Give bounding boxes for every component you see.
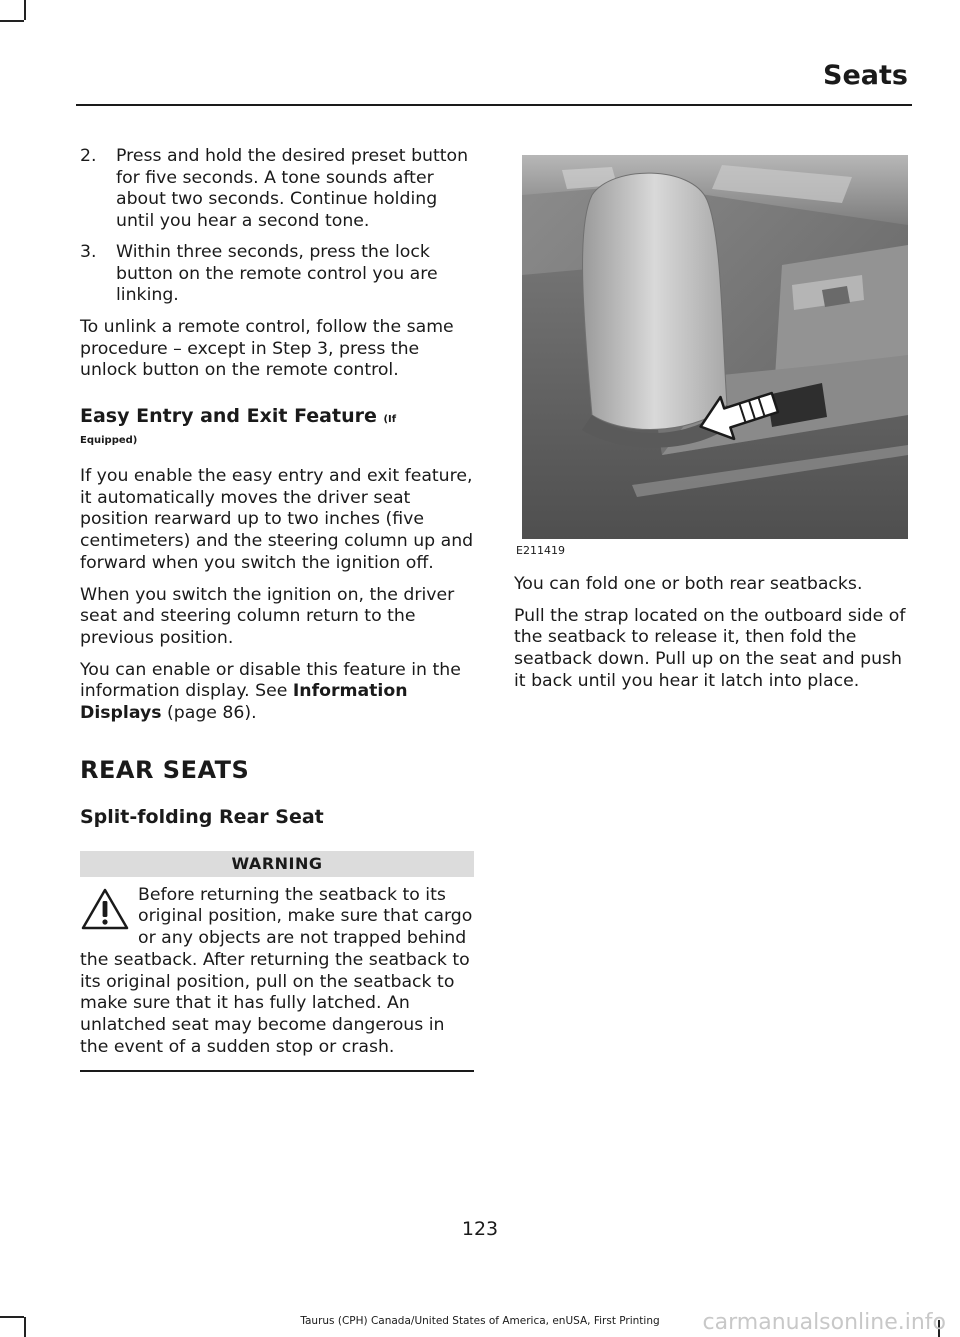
rear-seat-figure	[522, 155, 908, 539]
step-text: Press and hold the desired preset button for five seconds. A tone sounds after about two seconds. Continue holding until you hear a second tone.	[116, 146, 469, 232]
header-divider	[76, 104, 912, 106]
easy-entry-paragraph-2: When you switch the ignition on, the driver seat and steering column return to the previous position.	[80, 584, 455, 648]
easy-entry-heading	[80, 404, 474, 432]
easy-entry-p3-text: You can enable or disable this feature in the information display. See	[80, 659, 461, 702]
step-number: 2.	[80, 146, 97, 166]
warning-body	[80, 877, 474, 1072]
page-title: Seats	[823, 60, 908, 91]
step-text: Within three seconds, press the lock button on the remote control you are linking.	[116, 241, 438, 306]
step-number: 3.	[80, 241, 97, 262]
rear-seats-heading: REAR SEATS	[80, 755, 250, 784]
split-folding-heading: Split-folding Rear Seat	[80, 805, 324, 828]
rear-seat-illustration	[522, 155, 908, 539]
if-equipped-label: (If	[383, 414, 397, 426]
crop-mark-top-left-v	[24, 0, 26, 20]
edition-footer: Taurus (CPH) Canada/United States of America, enUSA, First Printing	[300, 1315, 660, 1327]
warning-box	[80, 851, 474, 1072]
figure-id: E211419	[516, 544, 565, 557]
page-reference: (page 86).	[161, 703, 257, 724]
equipped-label: Equipped)	[80, 435, 138, 447]
warning-label: WARNING	[80, 851, 474, 877]
warning-bottom-rule	[80, 1070, 474, 1072]
easy-entry-paragraph-3	[80, 660, 474, 725]
fold-paragraph-2: Pull the strap located on the outboard side of the seatback to release it, then fold the seatback down. Pull up on the seat and push it back until you hear it latch into place.	[514, 605, 906, 691]
warning-triangle-icon	[80, 887, 130, 931]
list-item	[80, 146, 474, 233]
information-displays-link[interactable]: Information Displays	[80, 681, 408, 724]
left-column	[80, 146, 474, 1072]
right-column	[514, 574, 908, 703]
steps-list	[80, 146, 474, 307]
easy-entry-paragraph-1: If you enable the easy entry and exit feature, it automatically moves the driver seat position rearward up to two inches (five centimeters) and the steering column up and forward when you switch the ignition off.	[80, 466, 474, 573]
unlink-paragraph: To unlink a remote control, follow the same procedure – except in Step 3, press the unlock button on the remote control.	[80, 316, 454, 381]
fold-paragraph-1: You can fold one or both rear seatbacks.	[514, 574, 863, 594]
list-item	[80, 242, 474, 307]
warning-text: Before returning the seatback to its original position, make sure that cargo or any objects are not trapped behind the seatback. After returning the seatback to its original position, pull on the seatback to make sure that it has fully latched. An unlatched seat may become dangerous in the event of a sudden stop or crash.	[80, 884, 473, 1057]
page-number: 123	[461, 1218, 499, 1240]
easy-entry-heading-text: Easy Entry and Exit Feature	[80, 405, 377, 428]
site-watermark: carmanualsonline.info	[702, 1310, 946, 1335]
crop-mark-top-left-h	[0, 20, 24, 22]
